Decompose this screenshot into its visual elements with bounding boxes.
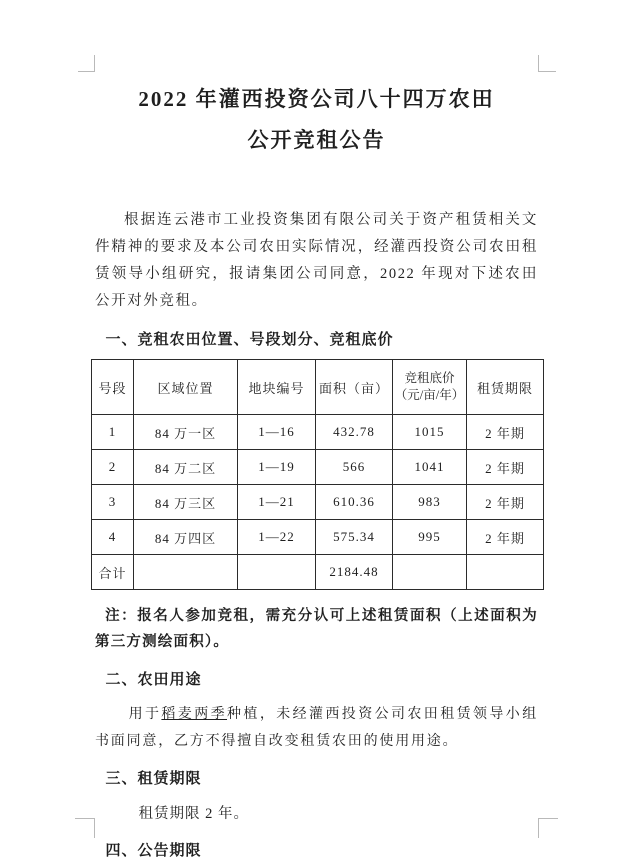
- cell-location: 84 万四区: [134, 520, 238, 555]
- cell-lease-term: 2 年期: [467, 415, 544, 450]
- crop-mark-bottom-right: [538, 818, 558, 838]
- note-paragraph: 注：报名人参加竞租，需充分认可上述租赁面积（上述面积为第三方测绘面积）。: [95, 608, 538, 650]
- cell-base-price: 995: [393, 520, 467, 555]
- cell-segment: 1: [92, 415, 134, 450]
- cell-area: 610.36: [316, 485, 393, 520]
- section-4-heading: 四、公告期限: [105, 843, 202, 858]
- cell-base-price: 983: [393, 485, 467, 520]
- table-row: [92, 485, 544, 520]
- cell-plot-number: 1—21: [238, 485, 316, 520]
- cell-lease-term: 2 年期: [467, 485, 544, 520]
- header-cell-location: 区域位置: [134, 360, 238, 415]
- cell-plot-number: [238, 555, 316, 590]
- document-title-line2: 公开竞租公告: [247, 128, 386, 152]
- use-para-suffix: 种植，未经灌西投资公司农田租赁领导小组书面同意，乙方不得擅自改变租赁农田的使用用途。: [95, 705, 539, 748]
- header-cell-plot-number: 地块编号: [238, 360, 316, 415]
- cell-lease-term: [467, 555, 544, 590]
- rent-table-header-row: [92, 360, 544, 415]
- cell-lease-term: 2 年期: [467, 520, 544, 555]
- table-row: [92, 415, 544, 450]
- document-title: [95, 79, 538, 161]
- cell-plot-number: 1—16: [238, 415, 316, 450]
- crop-mark-bottom-left: [75, 818, 95, 838]
- crop-mark-top-right: [538, 55, 556, 72]
- table-row: [92, 450, 544, 485]
- use-para-prefix: 用于: [128, 705, 162, 721]
- section-1-heading: 一、竞租农田位置、号段划分、竞租底价: [105, 332, 394, 348]
- table-total-row: [92, 555, 544, 590]
- cell-area: 566: [316, 450, 393, 485]
- cell-segment: 4: [92, 520, 134, 555]
- section-2-heading: 二、农田用途: [105, 672, 202, 688]
- intro-paragraph: 根据连云港市工业投资集团有限公司关于资产租赁相关文件精神的要求及本公司农田实际情况，经灌西投资公司农田租赁领导小组研究，报请集团公司同意，2022 年现对下述农田公开对外竞租。: [95, 212, 538, 309]
- cell-base-price: 1015: [393, 415, 467, 450]
- rent-table: [91, 359, 544, 590]
- cell-plot-number: 1—22: [238, 520, 316, 555]
- cell-segment: 3: [92, 485, 134, 520]
- cell-base-price: [393, 555, 467, 590]
- cell-area: 432.78: [316, 415, 393, 450]
- header-cell-area: 面积（亩）: [316, 360, 393, 415]
- cell-location: 84 万三区: [134, 485, 238, 520]
- cell-total-label: 合计: [92, 555, 134, 590]
- section-3-heading: 三、租赁期限: [105, 770, 202, 787]
- cell-location: [134, 555, 238, 590]
- cell-lease-term: 2 年期: [467, 450, 544, 485]
- cell-base-price: 1041: [393, 450, 467, 485]
- farmland-use-paragraph: [95, 700, 538, 754]
- lease-term-paragraph: 租赁期限 2 年。: [138, 806, 249, 822]
- cell-plot-number: 1—19: [238, 450, 316, 485]
- cell-area: 575.34: [316, 520, 393, 555]
- cell-location: 84 万一区: [134, 415, 238, 450]
- use-para-underlined: 稻麦两季: [161, 705, 228, 721]
- table-row: [92, 520, 544, 555]
- document-content: [95, 72, 538, 858]
- header-cell-lease-term: 租赁期限: [467, 360, 544, 415]
- document-title-line1: 2022 年灌西投资公司八十四万农田: [138, 87, 495, 111]
- base-price-label-line2: （元/亩/年）: [394, 388, 465, 402]
- cell-total-area: 2184.48: [316, 555, 393, 590]
- base-price-label-line1: 竞租底价: [404, 371, 455, 385]
- header-cell-base-price: [393, 360, 467, 415]
- cell-segment: 2: [92, 450, 134, 485]
- header-cell-segment: 号段: [92, 360, 134, 415]
- cell-location: 84 万二区: [134, 450, 238, 485]
- crop-mark-top-left: [78, 55, 95, 72]
